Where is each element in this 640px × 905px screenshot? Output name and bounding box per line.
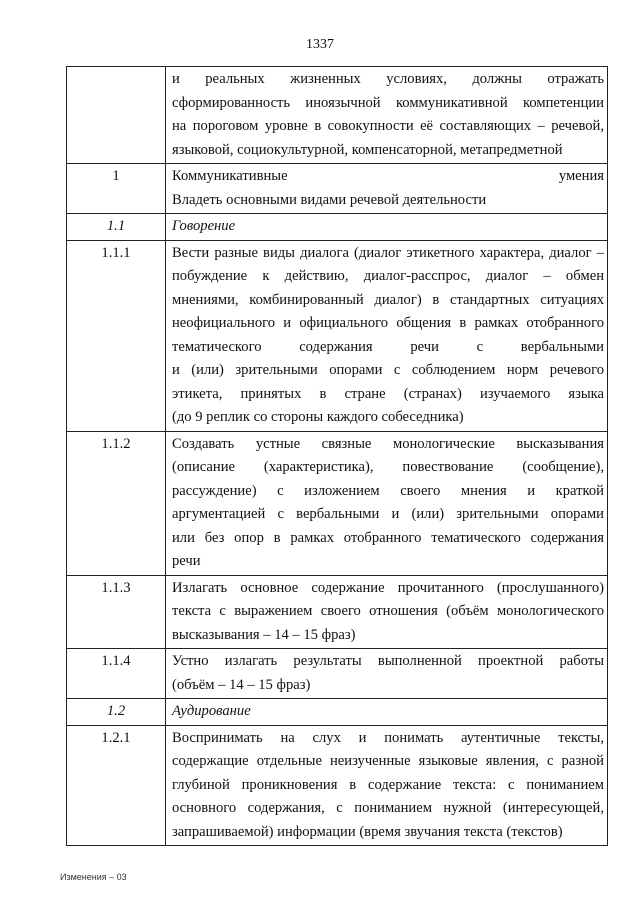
text-line: высказывания – 14 – 15 фраз) <box>172 626 356 643</box>
row-code: 1 <box>67 164 166 214</box>
text-line: (описание (характеристика), повествование (сообщение), <box>172 459 604 475</box>
text-line: глубиной проникновения в содержание текста: с пониманием <box>172 776 604 793</box>
row-code: 1.1.1 <box>67 240 166 431</box>
text-line: этикета, принятых в стране (странах) изучаемого языка <box>172 385 604 402</box>
row-code: 1.1 <box>67 214 166 241</box>
text-line: Владеть основными видами речевой деятельности <box>172 191 487 208</box>
page-number: 1337 <box>306 37 334 52</box>
text-line: и реальных жизненных условиях, должны отражать <box>172 71 604 87</box>
row-text <box>166 164 608 214</box>
table-row <box>67 649 608 699</box>
row-code: 1.2.1 <box>67 725 166 846</box>
text-line: Устно излагать результаты выполненной проектной работы <box>172 653 604 669</box>
row-text <box>166 699 608 726</box>
footer-note: Изменения – 03 <box>60 872 127 882</box>
text-line: и (или) зрительными опорами с соблюдением норм речевого <box>172 362 604 378</box>
text-line: Создавать устные связные монологические высказывания <box>172 435 604 452</box>
text-line: Коммуникативные умения <box>172 168 604 184</box>
text-line: текста с выражением своего отношения (объём монологического <box>172 603 604 619</box>
text-line: рассуждение) с изложением своего мнения и краткой <box>172 482 604 499</box>
table-row <box>67 240 608 431</box>
row-code: 1.2 <box>67 699 166 726</box>
text-line: побуждение к действию, диалог-расспрос, диалог – обмен <box>172 268 604 284</box>
text-line: основного содержания, с пониманием нужной (интересующей, <box>172 800 604 816</box>
table-row <box>67 214 608 241</box>
text-line: Вести разные виды диалога (диалог этикетного характера, диалог – <box>172 244 604 261</box>
row-code <box>67 67 166 164</box>
table-row <box>67 431 608 575</box>
text-line: на пороговом уровне в совокупности её составляющих – речевой, <box>172 118 604 134</box>
table-row <box>67 575 608 649</box>
table-row <box>67 67 608 164</box>
text-line: сформированность иноязычной коммуникативной компетенции <box>172 94 604 111</box>
text-line: (до 9 реплик со стороны каждого собеседника) <box>172 409 464 425</box>
text-line: содержащие отдельные неизученные языковые явления, с разной <box>172 753 604 769</box>
text-line: (объём – 14 – 15 фраз) <box>172 676 311 693</box>
text-line: Говорение <box>172 218 236 234</box>
text-line: Излагать основное содержание прочитанного (прослушанного) <box>172 579 604 596</box>
row-text <box>166 431 608 575</box>
row-text <box>166 214 608 241</box>
row-text <box>166 649 608 699</box>
row-code: 1.1.3 <box>67 575 166 649</box>
text-line: запрашиваемой) информации (время звучания текста (текстов) <box>172 823 563 840</box>
row-text <box>166 725 608 846</box>
row-text <box>166 240 608 431</box>
text-line: мнениями, комбинированный диалог) в стандартных ситуациях <box>172 291 604 308</box>
table-body <box>67 67 608 846</box>
text-line: Воспринимать на слух и понимать аутентичные тексты, <box>172 729 604 746</box>
requirements-table <box>66 66 608 846</box>
row-code: 1.1.2 <box>67 431 166 575</box>
text-line: языковой, социокультурной, компенсаторной, метапредметной <box>172 141 563 158</box>
row-text <box>166 575 608 649</box>
row-code: 1.1.4 <box>67 649 166 699</box>
text-line: тематического содержания речи с вербальными <box>172 338 604 355</box>
row-text <box>166 67 608 164</box>
text-line: аргументацией с вербальными и (или) зрительными опорами <box>172 506 604 522</box>
table-row <box>67 725 608 846</box>
text-line: Аудирование <box>172 703 251 719</box>
text-line: неофициального и официального общения в рамках отобранного <box>172 315 604 331</box>
text-line: или без опор в рамках отобранного тематического содержания <box>172 529 604 546</box>
table-row <box>67 699 608 726</box>
text-line: речи <box>172 553 201 569</box>
table-row <box>67 164 608 214</box>
